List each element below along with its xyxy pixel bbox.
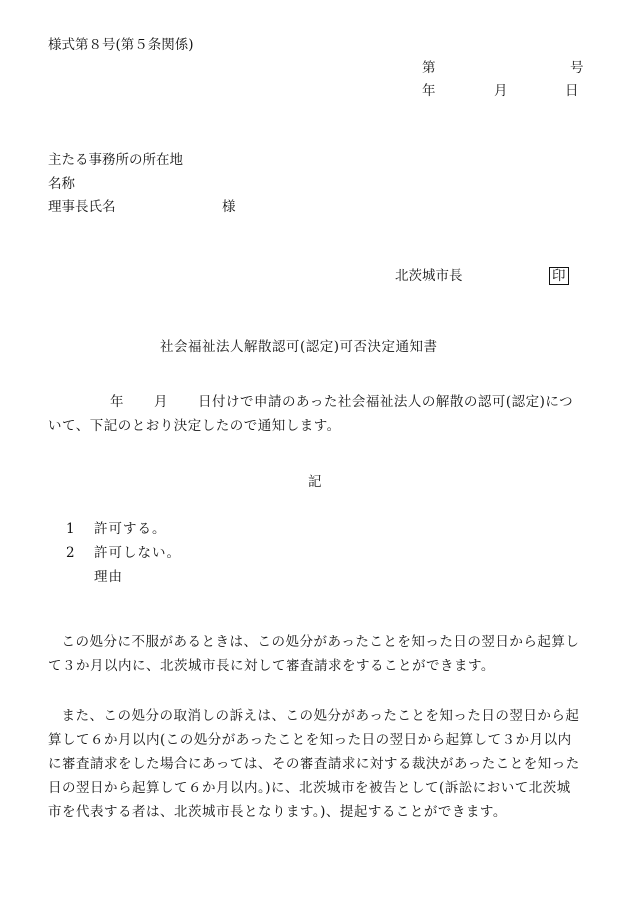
chairman-label: 理事長氏名	[48, 199, 116, 215]
office-address-label: 主たる事務所の所在地	[48, 152, 183, 168]
number-go: 号	[570, 60, 584, 76]
body-tsuki: 月	[154, 394, 168, 410]
item-1-text: 許可する。	[94, 521, 167, 537]
item-2-text: 許可しない。	[94, 545, 181, 561]
reason-label: 理由	[94, 569, 123, 585]
date-nen: 年	[422, 83, 436, 99]
ki-heading: 記	[308, 474, 322, 490]
honorific: 様	[222, 199, 236, 215]
item-1-number: 1	[66, 521, 75, 537]
notice-paragraph-1: この処分に不服があるときは、この処分があったことを知った日の翌日から起算して３か月以内に、北茨城市長に対して審査請求をすることができます。	[48, 634, 580, 674]
date-tsuki: 月	[494, 83, 508, 99]
notice-paragraph-2: また、この処分の取消しの訴えは、この処分があったことを知った日の翌日から起算して６か月以内(この処分があったことを知った日の翌日から起算して３か月以内に審査請求をした場合にあっては、その審査請求に対する裁決があったことを知った日の翌日から起算して６か月以内。)に、北茨城市を被告として(訴訟において北茨城市を代表する者は、北茨城市長となります。)、提起することができます。	[48, 708, 580, 820]
form-number: 様式第８号(第５条関係)	[48, 37, 194, 53]
body-rest: 日付けで申請のあった社会福祉法人の解散の認可(認定)について、下記のとおり決定したので通知します。	[48, 394, 574, 434]
document-title: 社会福祉法人解散認可(認定)可否決定通知書	[160, 339, 438, 355]
name-label: 名称	[48, 176, 75, 192]
seal-box: 印	[549, 267, 569, 285]
seal-mark	[547, 266, 569, 286]
body-text	[48, 390, 582, 438]
body-nen: 年	[110, 394, 124, 410]
item-2-number: 2	[66, 545, 75, 561]
date-hi: 日	[565, 83, 579, 99]
sender-title: 北茨城市長	[395, 268, 463, 284]
number-dai: 第	[422, 60, 436, 76]
